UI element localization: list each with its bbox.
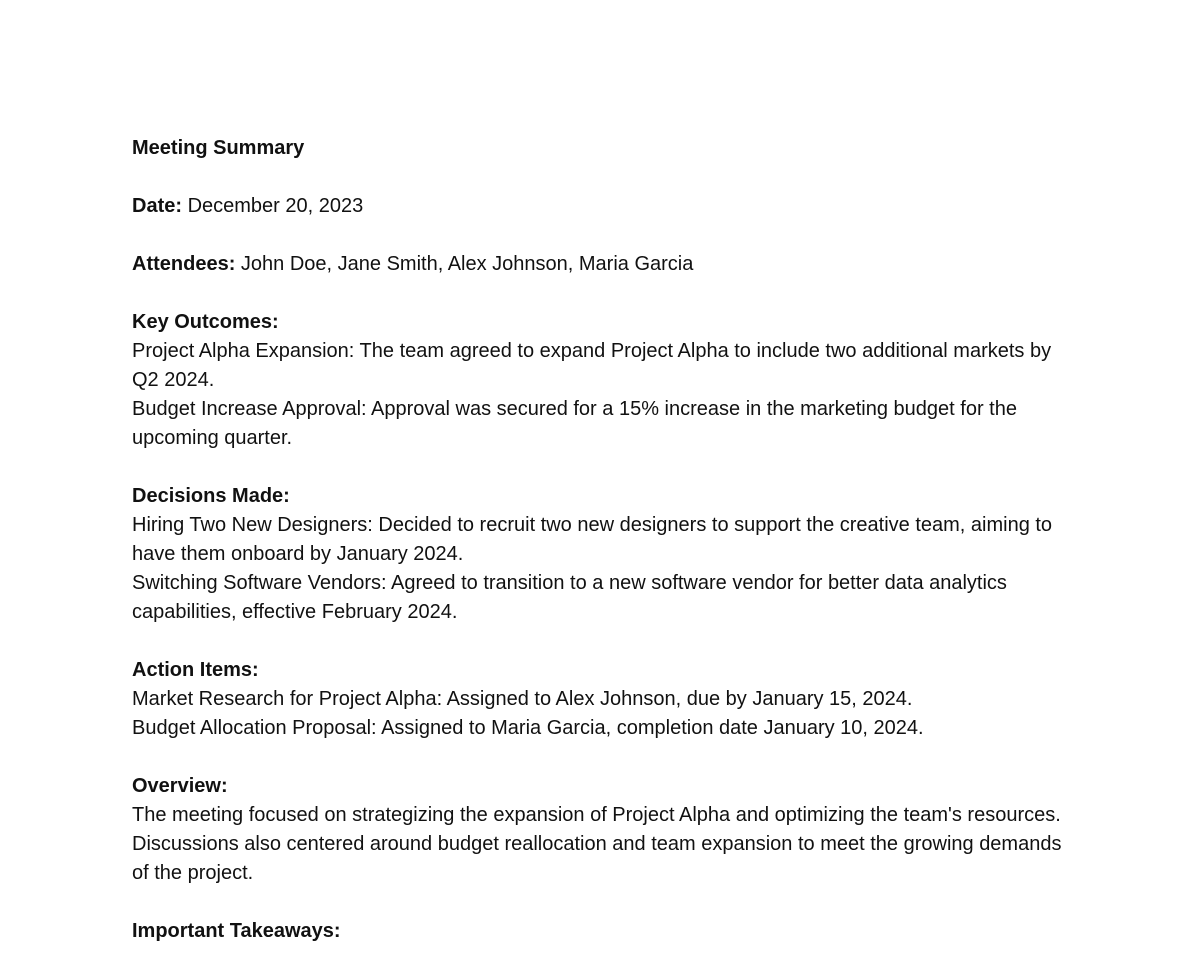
section-decisions-made: [132, 482, 1062, 627]
document-title: Meeting Summary: [132, 137, 305, 159]
section-heading: Decisions Made:: [132, 485, 290, 507]
date-label: Date:: [132, 195, 183, 217]
document-title-block: [132, 134, 1062, 163]
attendees-label: Attendees:: [132, 253, 236, 275]
attendees-line: [132, 250, 1062, 279]
attendees-value: John Doe, Jane Smith, Alex Johnson, Maria Garcia: [240, 253, 694, 275]
section-item: Switching Software Vendors: Agreed to transition to a new software vendor for better data analytics capabilities, effective February 2024.: [132, 572, 1007, 623]
section-important-takeaways: [132, 917, 1062, 946]
date-line: [132, 192, 1062, 221]
section-item: Market Research for Project Alpha: Assigned to Alex Johnson, due by January 15, 2024.: [132, 688, 913, 710]
section-item: Project Alpha Expansion: The team agreed to expand Project Alpha to include two additional markets by Q2 2024.: [132, 340, 1052, 391]
section-action-items: [132, 656, 1062, 743]
section-key-outcomes: [132, 308, 1062, 453]
date-value: December 20, 2023: [187, 195, 364, 217]
section-overview: [132, 772, 1062, 888]
section-item: The meeting focused on strategizing the expansion of Project Alpha and optimizing the team's resources. Discussions also centered around budget reallocation and team expansion to meet the growing demands of the project.: [132, 804, 1062, 884]
section-heading: Overview:: [132, 775, 228, 797]
section-heading: Important Takeaways:: [132, 920, 341, 942]
document-body: [132, 134, 1062, 975]
section-item: Hiring Two New Designers: Decided to recruit two new designers to support the creative team, aiming to have them onboard by January 2024.: [132, 514, 1053, 565]
section-item: Budget Increase Approval: Approval was secured for a 15% increase in the marketing budget for the upcoming quarter.: [132, 398, 1017, 449]
section-heading: Action Items:: [132, 659, 259, 681]
section-item: Budget Allocation Proposal: Assigned to Maria Garcia, completion date January 10, 2024.: [132, 717, 924, 739]
section-heading: Key Outcomes:: [132, 311, 279, 333]
